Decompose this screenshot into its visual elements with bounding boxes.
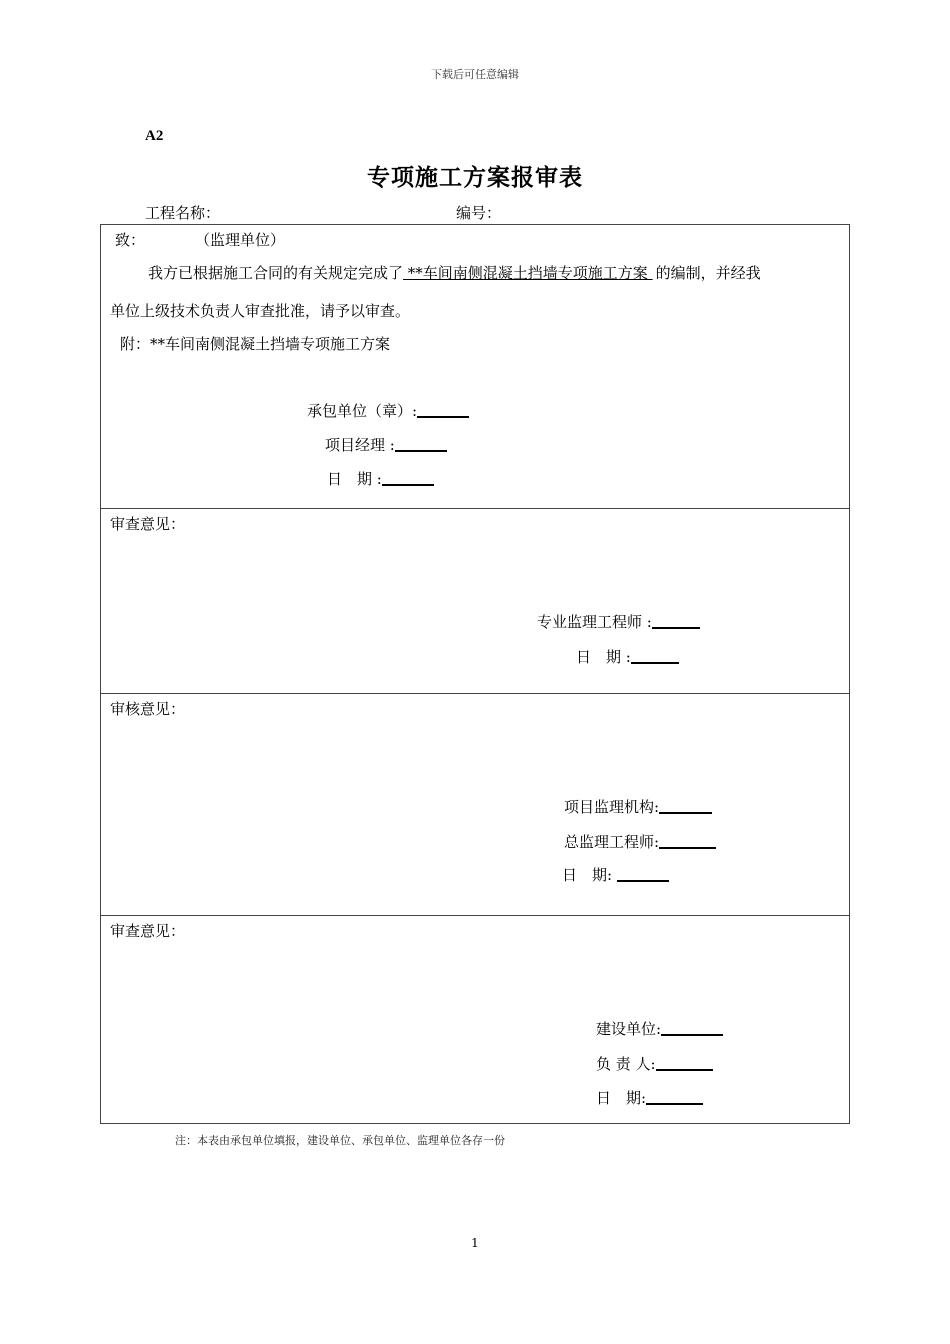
date-field bbox=[576, 646, 679, 667]
to-label: 致： bbox=[115, 231, 146, 249]
contractor-label: 承包单位（章）: bbox=[307, 402, 418, 420]
date-blank[interactable] bbox=[382, 470, 434, 486]
section-divider bbox=[100, 508, 850, 509]
project-name-label: 工程名称： bbox=[145, 204, 221, 222]
page-title: 专项施工方案报审表 bbox=[367, 164, 583, 191]
date-field bbox=[596, 1087, 703, 1108]
section-divider bbox=[100, 915, 850, 916]
date-label: 日 期 : bbox=[576, 648, 631, 666]
supervision-org-label: 项目监理机构: bbox=[564, 798, 660, 816]
submission-statement bbox=[148, 262, 761, 283]
supervision-org-field bbox=[564, 796, 712, 817]
audit-opinion-heading: 审核意见： bbox=[110, 700, 186, 718]
chief-engineer-blank[interactable] bbox=[659, 833, 716, 849]
review-opinion-heading: 审查意见： bbox=[110, 515, 186, 533]
date-label: 日 期: bbox=[562, 866, 617, 884]
footnote: 注：本表由承包单位填报，建设单位、承包单位、监理单位各存一份 bbox=[175, 1134, 505, 1147]
supervision-org-blank[interactable] bbox=[659, 798, 712, 814]
date-field bbox=[562, 864, 669, 885]
date-label: 日 期 : bbox=[327, 470, 382, 488]
responsible-person-label: 负 责 人: bbox=[596, 1055, 656, 1073]
contractor-blank[interactable] bbox=[417, 402, 469, 418]
number-label: 编号： bbox=[456, 204, 502, 222]
owner-unit-label: 建设单位: bbox=[596, 1020, 662, 1038]
form-code: A2 bbox=[145, 128, 164, 144]
project-manager-field bbox=[325, 434, 447, 455]
review-opinion-heading: 审查意见： bbox=[110, 922, 186, 940]
date-blank[interactable] bbox=[646, 1089, 703, 1105]
responsible-person-field bbox=[596, 1053, 713, 1074]
date-blank[interactable] bbox=[617, 866, 669, 882]
statement-prefix: 我方已根据施工合同的有关规定完成了 bbox=[148, 264, 404, 282]
supervising-engineer-blank[interactable] bbox=[652, 613, 700, 629]
supervising-engineer-label: 专业监理工程师 : bbox=[537, 613, 652, 631]
supervision-unit-label: （监理单位） bbox=[195, 231, 286, 249]
owner-unit-field bbox=[596, 1018, 723, 1039]
responsible-person-blank[interactable] bbox=[656, 1055, 713, 1071]
supervising-engineer-field bbox=[537, 611, 700, 632]
project-manager-label: 项目经理 : bbox=[325, 436, 395, 454]
submission-statement-line2: 单位上级技术负责人审查批准，请予以审查。 bbox=[110, 302, 411, 320]
statement-suffix: 的编制，并经我 bbox=[655, 264, 761, 282]
header-note: 下载后可任意编辑 bbox=[431, 68, 519, 81]
attachment: 附：**车间南侧混凝土挡墙专项施工方案 bbox=[120, 335, 391, 353]
owner-unit-blank[interactable] bbox=[661, 1020, 723, 1036]
form-table bbox=[100, 224, 850, 1124]
plan-name: **车间南侧混凝土挡墙专项施工方案 bbox=[403, 264, 653, 282]
contractor-field bbox=[307, 400, 469, 421]
section-divider bbox=[100, 693, 850, 694]
date-label: 日 期: bbox=[596, 1089, 647, 1107]
chief-engineer-label: 总监理工程师: bbox=[564, 833, 660, 851]
date-field bbox=[327, 468, 434, 489]
date-blank[interactable] bbox=[631, 648, 679, 664]
chief-engineer-field bbox=[564, 831, 716, 852]
page-number: 1 bbox=[471, 1236, 479, 1250]
project-manager-blank[interactable] bbox=[395, 436, 447, 452]
